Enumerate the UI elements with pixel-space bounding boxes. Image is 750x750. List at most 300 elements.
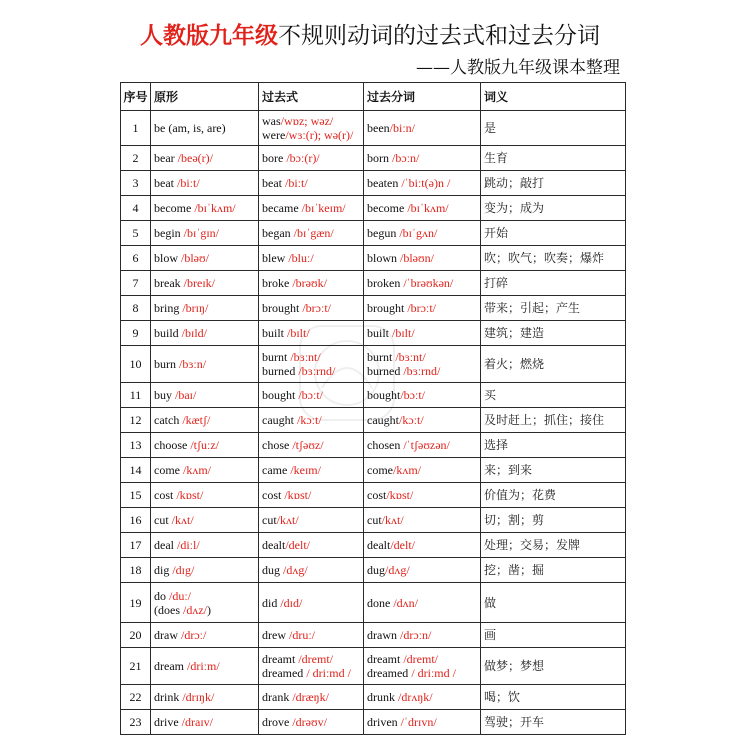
row-number: 13 xyxy=(121,433,151,458)
verb-form: beat xyxy=(154,176,177,190)
form-line xyxy=(154,513,256,527)
verb-form: blow xyxy=(154,251,181,265)
verb-form: begin xyxy=(154,226,184,240)
past-tense-cell xyxy=(259,171,364,196)
meaning-cell: 带来；引起；产生 xyxy=(481,296,626,321)
form-line xyxy=(367,563,478,577)
phonetic: /bɜːrnd/ xyxy=(298,364,336,378)
verb-form: bore xyxy=(262,151,287,165)
table-row xyxy=(121,246,626,271)
verb-form: began xyxy=(262,226,294,240)
verb-form: cost xyxy=(367,488,387,502)
table-row xyxy=(121,685,626,710)
meaning-cell: 做梦；梦想 xyxy=(481,648,626,685)
header-past-tense: 过去式 xyxy=(259,83,364,111)
verb-form: break xyxy=(154,276,184,290)
table-body xyxy=(121,111,626,735)
form-line xyxy=(154,226,256,240)
table-row xyxy=(121,558,626,583)
form-line xyxy=(154,589,256,603)
form-line xyxy=(154,715,256,729)
form-line xyxy=(367,715,478,729)
form-line xyxy=(262,666,361,680)
table-row xyxy=(121,533,626,558)
table-row xyxy=(121,111,626,146)
verb-form: became xyxy=(262,201,302,215)
meaning-cell: 驾驶；开车 xyxy=(481,710,626,735)
past-tense-cell xyxy=(259,558,364,583)
row-number: 9 xyxy=(121,321,151,346)
phonetic: /dɪd/ xyxy=(280,595,303,610)
phonetic: /bɪlt/ xyxy=(287,326,310,340)
meaning-cell: 处理；交易；发牌 xyxy=(481,533,626,558)
verb-form: was xyxy=(262,114,281,128)
form-line xyxy=(367,364,478,378)
verb-form: dreamed xyxy=(262,666,307,680)
row-number: 7 xyxy=(121,271,151,296)
table-row xyxy=(121,346,626,383)
verb-form: buy xyxy=(154,388,175,402)
form-line xyxy=(262,488,361,502)
form-line xyxy=(262,388,361,402)
form-line xyxy=(367,226,478,240)
form-line xyxy=(154,690,256,704)
row-number: 11 xyxy=(121,383,151,408)
phonetic: /breɪk/ xyxy=(183,276,215,290)
form-line xyxy=(154,201,256,215)
past-participle-cell xyxy=(364,171,481,196)
base-form-cell xyxy=(151,246,259,271)
past-participle-cell xyxy=(364,483,481,508)
past-tense-cell xyxy=(259,710,364,735)
irregular-verbs-table xyxy=(120,82,626,735)
row-number: 14 xyxy=(121,458,151,483)
meaning-cell: 跳动；敲打 xyxy=(481,171,626,196)
form-line xyxy=(262,438,361,452)
form-suffix: ) xyxy=(207,602,211,617)
phonetic: /dɪg/ xyxy=(172,563,195,577)
meaning-cell: 选择 xyxy=(481,433,626,458)
verb-form: cut xyxy=(367,513,382,527)
form-line xyxy=(154,659,256,673)
row-number: 22 xyxy=(121,685,151,710)
phonetic: / driːmd / xyxy=(411,666,456,680)
verb-form: caught xyxy=(367,413,399,427)
past-participle-cell xyxy=(364,508,481,533)
table-row xyxy=(121,196,626,221)
past-participle-cell xyxy=(364,583,481,623)
past-tense-cell xyxy=(259,685,364,710)
phonetic: /beə(r)/ xyxy=(177,151,213,165)
phonetic: /bluː/ xyxy=(288,251,314,265)
verb-form: choose xyxy=(154,438,191,452)
form-line xyxy=(262,364,361,378)
past-tense-cell xyxy=(259,383,364,408)
phonetic: /diːl/ xyxy=(177,538,200,552)
table-row xyxy=(121,408,626,433)
phonetic: /bləʊ/ xyxy=(181,251,209,265)
verb-form: be (am, is, are) xyxy=(154,121,226,135)
meaning-cell: 挖；凿；掘 xyxy=(481,558,626,583)
table-row xyxy=(121,710,626,735)
base-form-cell xyxy=(151,196,259,221)
form-line xyxy=(367,326,478,340)
form-line xyxy=(154,326,256,340)
past-tense-cell xyxy=(259,196,364,221)
verb-form: dreamt xyxy=(367,652,404,666)
verb-form: caught xyxy=(262,413,297,427)
phonetic: /kɒst/ xyxy=(176,488,204,502)
form-line xyxy=(262,513,361,527)
form-line xyxy=(154,413,256,427)
verb-form: bought xyxy=(262,388,299,402)
header-number: 序号 xyxy=(121,83,151,111)
row-number: 5 xyxy=(121,221,151,246)
past-participle-cell xyxy=(364,710,481,735)
table-row xyxy=(121,171,626,196)
verb-form: burned xyxy=(367,364,404,378)
phonetic: /duː/ xyxy=(169,588,192,603)
verb-form: beaten xyxy=(367,176,402,190)
form-line xyxy=(262,151,361,165)
past-tense-cell xyxy=(259,583,364,623)
base-form-cell xyxy=(151,648,259,685)
form-line xyxy=(367,176,478,190)
form-line xyxy=(367,251,478,265)
base-form-cell xyxy=(151,383,259,408)
base-form-cell xyxy=(151,321,259,346)
verb-form: drove xyxy=(262,715,293,729)
phonetic: /bɪld/ xyxy=(181,326,208,340)
phonetic: /driːm/ xyxy=(186,659,220,673)
past-participle-cell xyxy=(364,685,481,710)
form-line xyxy=(154,301,256,315)
form-line xyxy=(367,666,478,680)
phonetic: /tʃuːz/ xyxy=(190,438,219,452)
form-line xyxy=(367,488,478,502)
table-row xyxy=(121,383,626,408)
phonetic: /bɜːnt/ xyxy=(290,350,321,364)
past-participle-cell xyxy=(364,408,481,433)
form-line xyxy=(262,715,361,729)
meaning-cell: 开始 xyxy=(481,221,626,246)
phonetic: /biːt/ xyxy=(285,176,308,190)
base-form-cell xyxy=(151,171,259,196)
row-number: 4 xyxy=(121,196,151,221)
phonetic: /drəʊv/ xyxy=(292,715,327,729)
verb-form: burn xyxy=(154,357,179,371)
row-number: 3 xyxy=(121,171,151,196)
verb-form: (does xyxy=(154,602,183,617)
row-number: 6 xyxy=(121,246,151,271)
verb-form: build xyxy=(154,326,182,340)
form-line xyxy=(262,251,361,265)
form-line xyxy=(367,538,478,552)
table-row xyxy=(121,146,626,171)
past-tense-cell xyxy=(259,483,364,508)
base-form-cell xyxy=(151,296,259,321)
form-line xyxy=(262,201,361,215)
row-number: 23 xyxy=(121,710,151,735)
past-tense-cell xyxy=(259,533,364,558)
row-number: 15 xyxy=(121,483,151,508)
form-line xyxy=(367,690,478,704)
row-number: 21 xyxy=(121,648,151,685)
phonetic: /bɔː(r)/ xyxy=(286,151,320,165)
phonetic: /kɒst/ xyxy=(386,488,414,502)
verb-form: burnt xyxy=(367,350,396,364)
form-line xyxy=(154,151,256,165)
past-participle-cell xyxy=(364,196,481,221)
table-row xyxy=(121,433,626,458)
phonetic: /kʌm/ xyxy=(183,463,212,477)
verb-form: do xyxy=(154,588,169,603)
form-line xyxy=(154,251,256,265)
phonetic: /wɒz; wəz/ xyxy=(280,114,334,128)
row-number: 10 xyxy=(121,346,151,383)
verb-form: drive xyxy=(154,715,182,729)
past-participle-cell xyxy=(364,458,481,483)
verb-form: deal xyxy=(154,538,177,552)
phonetic: /bɪˈkeɪm/ xyxy=(301,201,346,215)
past-tense-cell xyxy=(259,648,364,685)
form-line xyxy=(367,628,478,642)
verb-form: bring xyxy=(154,301,183,315)
form-line xyxy=(262,114,361,128)
header-meaning: 词义 xyxy=(481,83,626,111)
past-tense-cell xyxy=(259,221,364,246)
verb-form: cost xyxy=(262,488,285,502)
meaning-cell: 来；到来 xyxy=(481,458,626,483)
meaning-cell: 买 xyxy=(481,383,626,408)
phonetic: /bɪˈkʌm/ xyxy=(407,201,449,215)
past-participle-cell xyxy=(364,321,481,346)
meaning-cell: 建筑；建造 xyxy=(481,321,626,346)
form-line xyxy=(154,176,256,190)
page-subtitle: ——人教版九年级课本整理 xyxy=(416,58,620,78)
base-form-cell xyxy=(151,346,259,383)
phonetic: /bɔːt/ xyxy=(400,388,426,402)
phonetic: /bɜːn/ xyxy=(179,357,207,371)
verb-form: drink xyxy=(154,690,183,704)
phonetic: /dremt/ xyxy=(403,652,438,666)
form-line xyxy=(262,538,361,552)
verb-form: drank xyxy=(262,690,293,704)
row-number: 20 xyxy=(121,623,151,648)
page-title xyxy=(0,20,740,52)
base-form-cell xyxy=(151,271,259,296)
base-form-cell xyxy=(151,408,259,433)
phonetic: /delt/ xyxy=(285,538,310,552)
verb-form: drew xyxy=(262,628,289,642)
phonetic: /kʌt/ xyxy=(276,513,299,527)
past-participle-cell xyxy=(364,648,481,685)
phonetic: /brɔːt/ xyxy=(407,301,437,315)
phonetic: /ˈbrəʊkən/ xyxy=(403,276,454,290)
base-form-cell xyxy=(151,146,259,171)
past-tense-cell xyxy=(259,146,364,171)
base-form-cell xyxy=(151,623,259,648)
past-participle-cell xyxy=(364,271,481,296)
verb-form: blown xyxy=(367,251,400,265)
form-line xyxy=(262,628,361,642)
form-line xyxy=(154,463,256,477)
meaning-cell: 做 xyxy=(481,583,626,623)
meaning-cell: 画 xyxy=(481,623,626,648)
verb-form: cut xyxy=(262,513,277,527)
past-participle-cell xyxy=(364,346,481,383)
past-tense-cell xyxy=(259,508,364,533)
form-line xyxy=(154,603,256,617)
form-line xyxy=(367,121,478,135)
verb-form: burned xyxy=(262,364,299,378)
form-line xyxy=(262,652,361,666)
verb-form: bought xyxy=(367,388,401,402)
base-form-cell xyxy=(151,111,259,146)
phonetic: /bɪˈgɪn/ xyxy=(183,226,220,240)
verb-form: become xyxy=(367,201,408,215)
row-number: 12 xyxy=(121,408,151,433)
phonetic: /drʌŋk/ xyxy=(398,690,433,704)
phonetic: /brəʊk/ xyxy=(292,276,327,290)
base-form-cell xyxy=(151,685,259,710)
verb-form: burnt xyxy=(262,350,291,364)
verb-form: dealt xyxy=(262,538,286,552)
verb-form: broke xyxy=(262,276,293,290)
verb-form: begun xyxy=(367,226,400,240)
phonetic: /drɔːn/ xyxy=(400,628,432,642)
form-line xyxy=(262,596,361,610)
verb-form: done xyxy=(367,595,394,610)
verb-form: driven xyxy=(367,715,401,729)
meaning-cell: 吹；吹气；吹奏；爆炸 xyxy=(481,246,626,271)
meaning-cell: 变为；成为 xyxy=(481,196,626,221)
phonetic: /wɜː(r); wə(r)/ xyxy=(285,128,354,142)
table-row xyxy=(121,648,626,685)
phonetic: /brɪŋ/ xyxy=(182,301,209,315)
verb-form: brought xyxy=(262,301,303,315)
row-number: 19 xyxy=(121,583,151,623)
phonetic: /dʌn/ xyxy=(393,595,418,610)
phonetic: /drɔː/ xyxy=(181,628,207,642)
phonetic: /dʌg/ xyxy=(283,563,308,577)
verb-form: dig xyxy=(154,563,173,577)
form-line xyxy=(154,276,256,290)
phonetic: /biːn/ xyxy=(389,121,415,135)
past-tense-cell xyxy=(259,271,364,296)
phonetic: /bɜːrnd/ xyxy=(403,364,441,378)
past-tense-cell xyxy=(259,246,364,271)
form-line xyxy=(367,652,478,666)
header-base-form: 原形 xyxy=(151,83,259,111)
verb-form: dream xyxy=(154,659,187,673)
form-line xyxy=(367,388,478,402)
phonetic: /dʌz/ xyxy=(183,602,207,617)
past-participle-cell xyxy=(364,296,481,321)
phonetic: /drɪŋk/ xyxy=(182,690,215,704)
phonetic: /ˈbiːt(ə)n / xyxy=(401,176,451,190)
verb-form: drunk xyxy=(367,690,398,704)
meaning-cell: 喝；饮 xyxy=(481,685,626,710)
verb-form: dug xyxy=(367,563,385,577)
verb-form: beat xyxy=(262,176,285,190)
base-form-cell xyxy=(151,221,259,246)
form-line xyxy=(367,201,478,215)
form-line xyxy=(154,488,256,502)
table-row xyxy=(121,221,626,246)
phonetic: /baɪ/ xyxy=(175,388,197,402)
form-line xyxy=(262,413,361,427)
phonetic: /kɔːt/ xyxy=(399,413,424,427)
past-participle-cell xyxy=(364,533,481,558)
verb-form: dreamed xyxy=(367,666,412,680)
verb-form: were xyxy=(262,128,286,142)
form-line xyxy=(367,276,478,290)
form-line xyxy=(367,463,478,477)
meaning-cell: 是 xyxy=(481,111,626,146)
phonetic: /bɔːt/ xyxy=(298,388,324,402)
form-line xyxy=(367,438,478,452)
table-row xyxy=(121,483,626,508)
phonetic: /kɔːt/ xyxy=(297,413,322,427)
phonetic: /dʌg/ xyxy=(385,563,410,577)
title-rest: 不规则动词的过去式和过去分词 xyxy=(278,23,600,49)
meaning-cell: 打碎 xyxy=(481,271,626,296)
phonetic: /biːt/ xyxy=(177,176,200,190)
form-line xyxy=(154,388,256,402)
form-line xyxy=(262,563,361,577)
header-row xyxy=(121,83,626,111)
row-number: 8 xyxy=(121,296,151,321)
verb-form: born xyxy=(367,151,392,165)
meaning-cell: 价值为；花费 xyxy=(481,483,626,508)
verb-form: become xyxy=(154,201,195,215)
verb-form: been xyxy=(367,121,390,135)
past-tense-cell xyxy=(259,623,364,648)
form-line xyxy=(367,301,478,315)
phonetic: /bɜːnt/ xyxy=(395,350,426,364)
table-row xyxy=(121,458,626,483)
phonetic: /kætʃ/ xyxy=(182,413,211,427)
table-row xyxy=(121,321,626,346)
past-participle-cell xyxy=(364,558,481,583)
phonetic: /kʌt/ xyxy=(171,513,194,527)
past-participle-cell xyxy=(364,246,481,271)
past-tense-cell xyxy=(259,321,364,346)
past-participle-cell xyxy=(364,433,481,458)
row-number: 2 xyxy=(121,146,151,171)
form-line xyxy=(262,350,361,364)
row-number: 1 xyxy=(121,111,151,146)
phonetic: /dræŋk/ xyxy=(292,690,329,704)
form-line xyxy=(367,413,478,427)
verb-form: broken xyxy=(367,276,404,290)
form-line xyxy=(367,350,478,364)
phonetic: /ˈtʃəʊzən/ xyxy=(403,438,450,452)
base-form-cell xyxy=(151,710,259,735)
meaning-cell: 切；割；剪 xyxy=(481,508,626,533)
phonetic: /dremt/ xyxy=(298,652,333,666)
phonetic: /ˈdrɪvn/ xyxy=(400,715,437,729)
base-form-cell xyxy=(151,558,259,583)
verb-form: bear xyxy=(154,151,178,165)
verb-form: chose xyxy=(262,438,293,452)
past-tense-cell xyxy=(259,458,364,483)
verb-form: come xyxy=(367,463,393,477)
past-participle-cell xyxy=(364,111,481,146)
form-line xyxy=(262,463,361,477)
phonetic: /bɪlt/ xyxy=(392,326,415,340)
